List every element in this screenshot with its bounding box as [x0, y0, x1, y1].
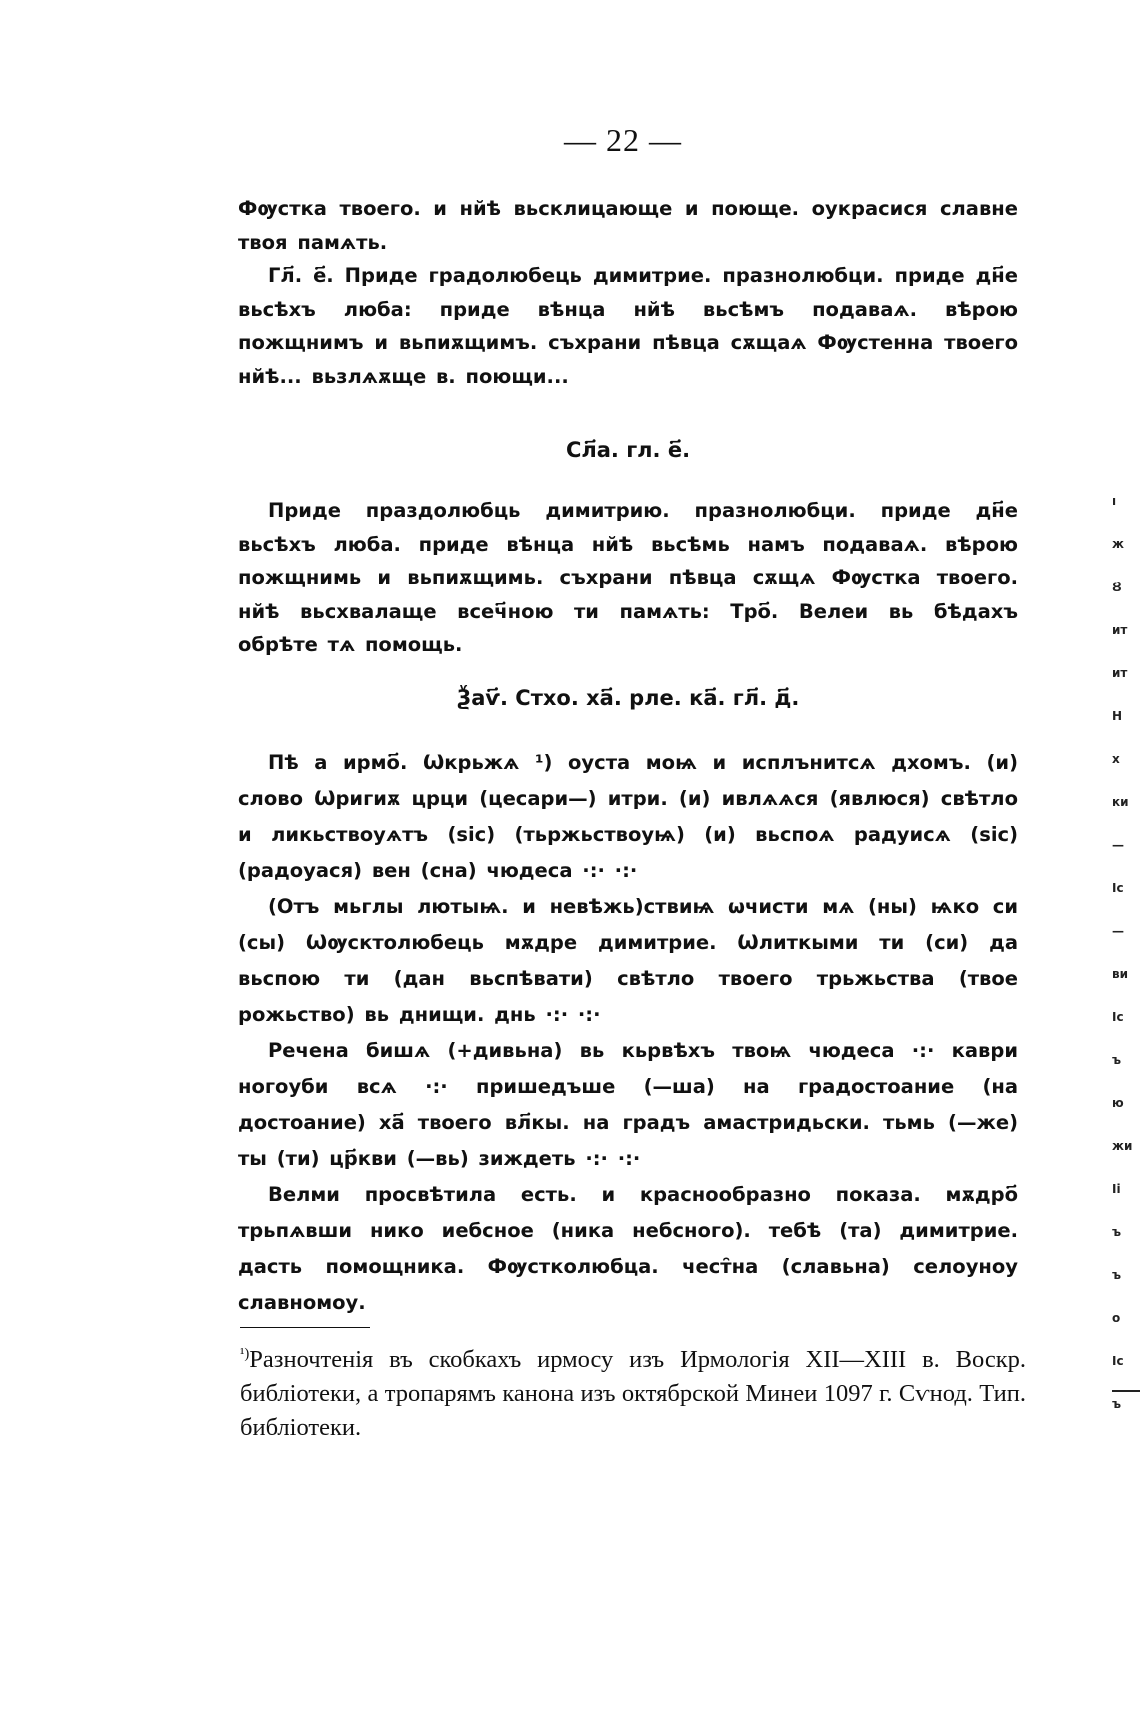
edge-fragment: ъ: [1112, 1268, 1122, 1282]
edge-fragment: ж: [1112, 537, 1124, 551]
paragraph-5: (Отъ мьглы лютыѩ. и невѣжь)ствиѩ ѡчисти мѧ (ны) ѩко си (сы) Ѡѹсктолюбець мѫдре димитрие. Ѡлиткыми ти (си) да вьспою ти (дан вьспѣвати) свѣтло твоего трьжьства (твое рожьство) вь днищи. днь ·:· ·:·: [238, 895, 1018, 1026]
edge-fragment: жи: [1112, 1139, 1133, 1153]
page-number: — 22 —: [564, 122, 682, 158]
edge-fragment: Іс: [1112, 1354, 1124, 1368]
edge-fragment: х: [1112, 752, 1120, 766]
paragraph-4: Пѣ а ирмо҃. Ѡкрьжѧ ¹) оуста моѩ и исплънитсѧ дхомъ. (и) слово Ѡригиѫ црци (цесари—) итри. (и) ивлѧѧся (явлюся) свѣтло и ликьствоуѧтъ (sic) (тьржьствоуѩ) (и) вьспоѧ радуисѧ (sic) (радоуася) вен (сна) чюдеса ·:· ·:·: [238, 751, 1018, 882]
edge-fragment: ı: [1112, 494, 1117, 508]
heading-block-1: [238, 438, 1018, 462]
edge-fragment: Іс: [1112, 1010, 1124, 1024]
edge-fragment: Ȣ: [1112, 580, 1122, 594]
paragraph-block-4: [238, 745, 1018, 1321]
paragraph-6: Речена бишѧ (+дивьна) вь кьрвѣхъ твоѩ чюдеса ·:· каври ногоуби всѧ ·:· пришедъше (—ша) на градостоание (на достоание) ха҃ твоего вл҃кы. на градъ амастридьски. тьмь (—же) ты (ти) цр҃кви (—вь) зиждеть ·:· ·:·: [238, 1039, 1018, 1170]
edge-line-mark: [1112, 1390, 1140, 1392]
heading-block-2: [238, 686, 1018, 710]
edge-fragment: ки: [1112, 795, 1129, 809]
section-heading-1: Сл҃а. гл. е҃.: [565, 438, 691, 462]
edge-fragment: Н: [1112, 709, 1123, 723]
paragraph-block-3: [238, 494, 1018, 662]
paragraph-1: Фѹстка твоего. и нйѣ вьсклицающе и поюще. оукрасися славне твоя памѧть.: [238, 197, 1018, 254]
edge-fragment: ит: [1112, 666, 1128, 680]
edge-fragment: —: [1112, 924, 1124, 938]
footnote-text: Разночтенія въ скобкахъ ирмосу изъ Ирмологія XII—XIII в. Воскр. библіотеки, а тропарямъ канона изъ октябрской Минеи 1097 г. Сѵнод. Тип. библіотеки.: [240, 1346, 1026, 1442]
paragraph-7: Велми просвѣтила есть. и краснообразно показа. мѫдро҃ трьпѧвши нико иебсное (ника небсного). тебѣ (та) димитрие. дасть помощника. Фѹстколюбца. чест̑на (славьна) селоуноу славномоу.: [238, 1183, 1018, 1314]
edge-fragment: ъ: [1112, 1225, 1122, 1239]
main-text: [238, 192, 1018, 393]
edge-fragment: ъ: [1112, 1053, 1122, 1067]
edge-fragment: ви: [1112, 967, 1129, 981]
edge-fragment: Іі: [1112, 1182, 1121, 1196]
edge-fragment: ю: [1112, 1096, 1124, 1110]
footnote: [240, 1337, 1026, 1445]
footnote-rule: [240, 1327, 370, 1328]
edge-fragment: ъ: [1112, 1397, 1122, 1411]
paragraph-3: Приде праздолюбць димитрию. празнолюбци. приде дн҃е вьсѣхъ люба. приде вѣнца нйѣ вьсѣмь намъ подаваѧ. вѣрою пожщнимь и вьпиѫщимь. съхрани пѣвца сѫщѧ Фѹстка твоего. нйѣ вьсхвалаще всеч҃ною ти памѧть: Тро҃. Велеи вь бѣдахъ обрѣте тѧ помощь.: [238, 499, 1018, 656]
edge-fragment: Іс: [1112, 881, 1124, 895]
edge-fragment: ит: [1112, 623, 1128, 637]
paragraph-2: Гл҃. е҃. Приде градолюбець димитрие. празнолюбци. приде дн҃е вьсѣхъ люба: приде вѣнца нйѣ вьсѣмъ подаваѧ. вѣрою пожщнимъ и вьпиѫщимъ. съхрани пѣвца сѫщаѧ Фѹстенна твоего нйѣ... вьзлѧѫще в. поющи...: [238, 264, 1018, 388]
edge-fragment: о: [1112, 1311, 1121, 1325]
adjacent-page-edge: [1112, 480, 1140, 1426]
footnote-marker: ¹): [240, 1346, 250, 1362]
section-heading-2: Ѯаѵ҃. Стхо. ха҃. рле. ка҃. гл҃. д҃.: [456, 686, 800, 710]
edge-fragment: —: [1112, 838, 1124, 852]
